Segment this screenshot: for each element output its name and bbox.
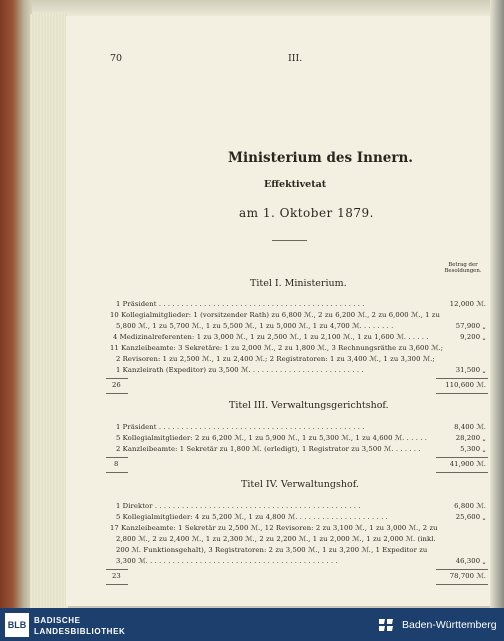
line-text: 17 Kanzleibeamte: 1 Sekretär zu 2,500 ℳ., 12 Revisoren: 2 zu 3,100 ℳ., 1 zu 3,000 ℳ., 2 zu bbox=[110, 524, 438, 532]
page-number: 70 bbox=[110, 53, 123, 64]
total-rule-right bbox=[436, 378, 488, 379]
line-text: 1 Präsident . . . . . . . . . . . . . . . . . . . . . . . . . . . . . . . . . . . . . . . . . . . . . . bbox=[116, 423, 365, 431]
total-rule-right bbox=[436, 569, 488, 570]
column-header-line-1: Betrag der bbox=[448, 262, 478, 268]
state-lions-icon bbox=[376, 615, 396, 635]
total-rule-right-bottom bbox=[436, 472, 488, 473]
line-text: 5,800 ℳ., 1 zu 5,700 ℳ., 1 zu 5,500 ℳ., 1 zu 5,000 ℳ., 1 zu 4,700 ℳ. . . . . . . . bbox=[116, 322, 394, 330]
blb-logo[interactable]: BLB bbox=[5, 613, 29, 637]
library-name-line-2: LANDESBIBLIOTHEK bbox=[34, 627, 126, 636]
line-amount: 9,200 „ bbox=[460, 333, 486, 341]
line-text: 1 Kanzleirath (Expeditor) zu 3,500 ℳ. . . . . . . . . . . . . . . . . . . . . . . . . . bbox=[116, 366, 364, 374]
line-amount: 5,300 „ bbox=[460, 445, 486, 453]
line-amount: 12,000 ℳ. bbox=[449, 300, 486, 308]
line-text: 5 Kollegialmitglieder: 2 zu 6,200 ℳ., 1 zu 5,900 ℳ., 1 zu 5,300 ℳ., 1 zu 4,600 ℳ. . . . . . bbox=[116, 434, 428, 442]
total-amount: 41,900 ℳ. bbox=[449, 460, 486, 468]
total-amount: 110,600 ℳ. bbox=[445, 381, 486, 389]
page-title: Ministerium des Innern. bbox=[228, 150, 413, 166]
total-rule-right-bottom bbox=[436, 584, 488, 585]
section-number: III. bbox=[288, 53, 303, 64]
page-subtitle: Effektivetat bbox=[264, 179, 327, 190]
book-spine bbox=[0, 0, 32, 608]
document-page bbox=[66, 16, 490, 606]
line-text: 11 Kanzleibeamte: 3 Sekretäre: 1 zu 2,000 ℳ., 2 zu 1,800 ℳ., 3 Rechnungsräthe zu 3,600 ℳ.; bbox=[110, 344, 444, 352]
line-amount: 28,200 „ bbox=[455, 434, 486, 442]
total-rule-left-bottom bbox=[106, 472, 128, 473]
column-header-line-2: Besoldungen. bbox=[444, 268, 482, 275]
page-stack-edge bbox=[30, 14, 68, 608]
total-rule-left-bottom bbox=[106, 393, 128, 394]
date-line: am 1. Oktober 1879. bbox=[239, 206, 374, 220]
line-text: 1 Präsident . . . . . . . . . . . . . . . . . . . . . . . . . . . . . . . . . . . . . . . . . . . . . . bbox=[116, 300, 365, 308]
line-text: 4 Medizinalreferenten: 1 zu 3,000 ℳ., 1 zu 2,500 ℳ., 1 zu 2,100 ℳ., 1 zu 1,600 ℳ. . . . . . bbox=[113, 333, 429, 341]
total-count: 26 bbox=[112, 381, 121, 389]
library-name-line-1: BADISCHE bbox=[34, 616, 81, 625]
line-amount: 25,600 „ bbox=[455, 513, 486, 521]
footer-bar bbox=[0, 608, 504, 641]
line-amount: 31,500 „ bbox=[455, 366, 486, 374]
line-amount: 6,800 ℳ. bbox=[454, 502, 486, 510]
scan-top-margin bbox=[30, 0, 504, 16]
line-text: 2 Revisoren: 1 zu 2,500 ℳ., 1 zu 2,400 ℳ.; 2 Registratoren: 1 zu 3,400 ℳ., 1 zu 3,300 ℳ.; bbox=[116, 355, 435, 363]
section-title: Titel III. Verwaltungsgerichtshof. bbox=[229, 400, 389, 411]
line-text: 10 Kollegialmitglieder: 1 (vorsitzender Rath) zu 6,800 ℳ., 2 zu 6,200 ℳ., 2 zu 6,000 ℳ., 1 zu bbox=[110, 311, 440, 319]
state-name: Baden-Württemberg bbox=[402, 619, 497, 631]
total-amount: 78,700 ℳ. bbox=[449, 572, 486, 580]
line-amount: 46,300 „ bbox=[455, 557, 486, 565]
line-text: 2,800 ℳ., 2 zu 2,400 ℳ., 1 zu 2,300 ℳ., 2 zu 2,200 ℳ., 1 zu 2,000 ℳ., 1 zu 2,000 ℳ. (inkl. bbox=[116, 535, 436, 543]
column-header bbox=[438, 262, 488, 274]
line-amount: 8,400 ℳ. bbox=[454, 423, 486, 431]
total-count: 8 bbox=[114, 460, 119, 468]
total-rule-left bbox=[106, 378, 128, 379]
title-divider bbox=[272, 240, 307, 241]
total-rule-left-bottom bbox=[106, 584, 128, 585]
section-title: Titel IV. Verwaltungshof. bbox=[241, 479, 359, 490]
total-rule-left bbox=[106, 569, 128, 570]
section-title: Titel I. Ministerium. bbox=[250, 278, 347, 289]
scan-right-margin bbox=[490, 0, 504, 608]
line-amount: 57,900 „ bbox=[455, 322, 486, 330]
total-rule-left bbox=[106, 457, 128, 458]
total-rule-right bbox=[436, 457, 488, 458]
line-text: 5 Kollegialmitglieder: 4 zu 5,200 ℳ., 1 zu 4,800 ℳ. . . . . . . . . . . . . . . . . . . . . bbox=[116, 513, 388, 521]
line-text: 3,300 ℳ. . . . . . . . . . . . . . . . . . . . . . . . . . . . . . . . . . . . . . . . . . . bbox=[116, 557, 338, 565]
total-count: 23 bbox=[112, 572, 121, 580]
line-text: 2 Kanzleibeamte: 1 Sekretär zu 1,800 ℳ. (erledigt), 1 Registrator zu 3,500 ℳ. . . . . . . bbox=[116, 445, 421, 453]
total-rule-right-bottom bbox=[436, 393, 488, 394]
line-text: 1 Direktor . . . . . . . . . . . . . . . . . . . . . . . . . . . . . . . . . . . . . . . . . . . . . . bbox=[116, 502, 361, 510]
line-text: 200 ℳ. Funktionsgehalt), 3 Registratoren: 2 zu 3,500 ℳ., 1 zu 3,200 ℳ., 1 Expeditor zu bbox=[116, 546, 428, 554]
